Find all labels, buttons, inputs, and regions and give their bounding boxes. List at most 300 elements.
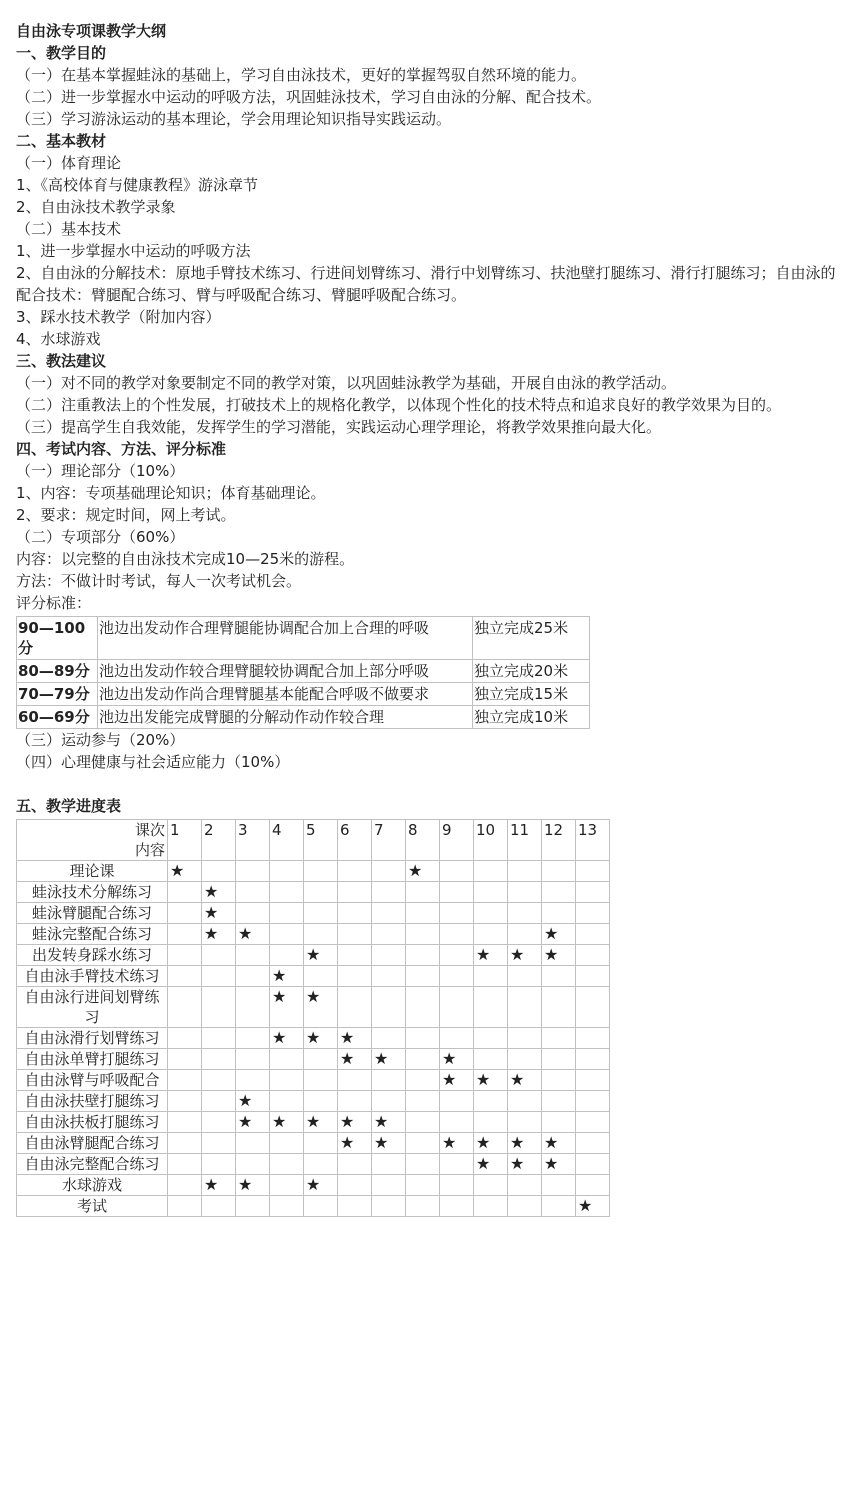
section2-heading: 二、基本教材 [16,132,107,150]
schedule-content-name: 蛙泳技术分解练习 [17,882,168,903]
schedule-cell [202,987,236,1028]
schedule-cell [168,1049,202,1070]
schedule-cell [508,1175,542,1196]
lesson-number: 2 [202,820,236,861]
schedule-cell [508,1070,542,1091]
schedule-row [17,882,610,903]
schedule-cell [168,924,202,945]
schedule-content-name: 自由泳扶板打腿练习 [17,1112,168,1133]
schedule-cell [338,1049,372,1070]
star-icon: ★ [510,1133,525,1152]
schedule-cell [474,1070,508,1091]
theory-part: （一）理论部分（10%） [16,462,185,480]
schedule-cell [440,861,474,882]
schedule-cell [168,945,202,966]
section1-item: （三）学习游泳运动的基本理论，学会用理论知识指导实践运动。 [16,110,452,128]
grading-score: 60—69分 [17,706,98,729]
schedule-cell [202,861,236,882]
schedule-cell [576,966,610,987]
schedule-row [17,1091,610,1112]
schedule-header-row [17,820,610,861]
schedule-cell [338,987,372,1028]
schedule-cell [440,903,474,924]
schedule-cell [168,1112,202,1133]
schedule-cell [236,987,270,1028]
star-icon: ★ [204,1175,219,1194]
schedule-row [17,1175,610,1196]
schedule-cell [474,903,508,924]
schedule-cell [440,1070,474,1091]
schedule-cell [338,1091,372,1112]
schedule-cell [270,861,304,882]
schedule-cell [270,1049,304,1070]
schedule-cell [202,882,236,903]
schedule-row [17,1070,610,1091]
schedule-cell [270,945,304,966]
schedule-cell [508,1154,542,1175]
schedule-cell [372,924,406,945]
grading-row [17,706,590,729]
schedule-cell [406,1049,440,1070]
schedule-cell [542,1070,576,1091]
schedule-corner-header [17,820,168,861]
schedule-cell [372,1175,406,1196]
schedule-cell [542,1112,576,1133]
schedule-cell [304,1091,338,1112]
schedule-cell [338,924,372,945]
schedule-cell [202,1196,236,1217]
schedule-cell [304,966,338,987]
schedule-cell [440,1133,474,1154]
schedule-cell [576,1028,610,1049]
schedule-cell [508,1112,542,1133]
schedule-cell [372,1112,406,1133]
schedule-cell [304,882,338,903]
schedule-cell [508,882,542,903]
section2-sub1-item: 2、自由泳技术教学录象 [16,198,176,216]
schedule-content-name: 自由泳臂与呼吸配合 [17,1070,168,1091]
schedule-cell [474,1028,508,1049]
schedule-cell [440,1028,474,1049]
schedule-cell [372,1028,406,1049]
schedule-cell [338,1175,372,1196]
participation-part: （三）运动参与（20%） [16,731,185,749]
schedule-cell [406,1091,440,1112]
schedule-cell [508,903,542,924]
schedule-cell [542,1175,576,1196]
section3-item: （三）提高学生自我效能，发挥学生的学习潜能，实践运动心理学理论，将教学效果推向最大化。 [16,418,662,436]
star-icon: ★ [340,1028,355,1047]
schedule-cell [168,882,202,903]
schedule-cell [338,966,372,987]
schedule-cell [202,1070,236,1091]
schedule-cell [406,924,440,945]
schedule-cell [236,903,270,924]
schedule-cell [474,1112,508,1133]
schedule-cell [236,1049,270,1070]
schedule-cell [236,945,270,966]
star-icon: ★ [204,882,219,901]
schedule-row [17,1196,610,1217]
theory-item: 2、要求：规定时间，网上考试。 [16,506,236,524]
star-icon: ★ [374,1133,389,1152]
schedule-content-name: 蛙泳臂腿配合练习 [17,903,168,924]
schedule-cell [372,966,406,987]
star-icon: ★ [170,861,185,880]
grading-row [17,683,590,706]
schedule-cell [168,1196,202,1217]
schedule-cell [474,945,508,966]
schedule-cell [474,1091,508,1112]
schedule-cell [270,1028,304,1049]
special-item: 内容：以完整的自由泳技术完成10—25米的游程。 [16,550,355,568]
schedule-cell [168,861,202,882]
schedule-cell [270,1133,304,1154]
lesson-header-label: 课次 [134,821,165,839]
schedule-cell [270,966,304,987]
schedule-row [17,1133,610,1154]
schedule-content-name: 水球游戏 [17,1175,168,1196]
schedule-cell [372,861,406,882]
star-icon: ★ [272,987,287,1006]
star-icon: ★ [340,1133,355,1152]
special-part: （二）专项部分（60%） [16,528,185,546]
schedule-cell [372,1049,406,1070]
schedule-row [17,987,610,1028]
schedule-cell [576,1049,610,1070]
schedule-content-name: 出发转身踩水练习 [17,945,168,966]
schedule-cell [236,1070,270,1091]
star-icon: ★ [442,1049,457,1068]
schedule-cell [474,1049,508,1070]
schedule-cell [304,1196,338,1217]
schedule-cell [304,1070,338,1091]
schedule-cell [304,987,338,1028]
schedule-cell [576,1196,610,1217]
schedule-cell [406,945,440,966]
star-icon: ★ [340,1112,355,1131]
schedule-cell [372,903,406,924]
schedule-cell [406,1112,440,1133]
grading-description: 池边出发动作合理臂腿能协调配合加上合理的呼吸 [98,617,473,660]
schedule-cell [508,945,542,966]
schedule-cell [270,1154,304,1175]
schedule-cell [440,924,474,945]
schedule-cell [202,1049,236,1070]
schedule-cell [270,987,304,1028]
grading-description: 池边出发能完成臂腿的分解动作动作较合理 [98,706,473,729]
star-icon: ★ [306,945,321,964]
star-icon: ★ [476,1133,491,1152]
schedule-cell [270,1070,304,1091]
schedule-cell [406,861,440,882]
schedule-content-name: 自由泳手臂技术练习 [17,966,168,987]
lesson-number: 8 [406,820,440,861]
syllabus-document [16,20,840,1217]
schedule-cell [236,924,270,945]
lesson-number: 5 [304,820,338,861]
star-icon: ★ [544,1154,559,1173]
schedule-cell [202,1175,236,1196]
star-icon: ★ [272,1028,287,1047]
theory-item: 1、内容：专项基础理论知识；体育基础理论。 [16,484,326,502]
schedule-cell [508,1049,542,1070]
star-icon: ★ [408,861,423,880]
schedule-cell [236,1112,270,1133]
schedule-cell [338,945,372,966]
star-icon: ★ [510,945,525,964]
schedule-cell [236,1175,270,1196]
schedule-cell [406,1196,440,1217]
schedule-cell [304,1154,338,1175]
schedule-content-name: 自由泳行进间划臂练习 [17,987,168,1028]
schedule-content-name: 自由泳单臂打腿练习 [17,1049,168,1070]
schedule-cell [542,1091,576,1112]
schedule-cell [270,924,304,945]
section2-sub2-item: 2、自由泳的分解技术：原地手臂技术练习、行进间划臂练习、滑行中划臂练习、扶池壁打腿练习、滑行打腿练习；自由泳的配合技术：臂腿配合练习、臂与呼吸配合练习、臂腿呼吸配合练习。 [16,264,836,304]
schedule-cell [202,924,236,945]
schedule-cell [202,1028,236,1049]
schedule-content-name: 考试 [17,1196,168,1217]
section2-sub2-item: 3、踩水技术教学（附加内容） [16,308,221,326]
schedule-cell [372,1154,406,1175]
schedule-cell [508,924,542,945]
schedule-cell [440,1196,474,1217]
schedule-cell [236,861,270,882]
schedule-cell [508,1091,542,1112]
schedule-cell [406,1154,440,1175]
schedule-cell [474,1196,508,1217]
schedule-cell [236,1196,270,1217]
star-icon: ★ [340,1049,355,1068]
schedule-cell [440,945,474,966]
schedule-cell [542,987,576,1028]
schedule-cell [508,861,542,882]
grading-table [16,616,590,729]
schedule-cell [542,1028,576,1049]
schedule-cell [270,1091,304,1112]
schedule-cell [576,1175,610,1196]
lesson-number: 11 [508,820,542,861]
schedule-cell [474,987,508,1028]
star-icon: ★ [204,903,219,922]
schedule-cell [202,903,236,924]
section3-item: （一）对不同的教学对象要制定不同的教学对策，以巩固蛙泳教学为基础，开展自由泳的教学活动。 [16,374,677,392]
schedule-cell [236,1028,270,1049]
schedule-cell [406,903,440,924]
schedule-cell [372,1091,406,1112]
star-icon: ★ [442,1133,457,1152]
star-icon: ★ [510,1070,525,1089]
schedule-cell [372,1196,406,1217]
grading-score: 80—89分 [17,660,98,683]
schedule-cell [236,966,270,987]
schedule-cell [372,882,406,903]
schedule-cell [406,1175,440,1196]
star-icon: ★ [578,1196,593,1215]
lesson-number: 13 [576,820,610,861]
schedule-cell [542,924,576,945]
schedule-cell [202,1112,236,1133]
schedule-cell [304,861,338,882]
section2-sub1: （一）体育理论 [16,154,122,172]
schedule-cell [576,882,610,903]
schedule-cell [304,1133,338,1154]
schedule-cell [508,987,542,1028]
schedule-cell [474,924,508,945]
schedule-cell [508,1028,542,1049]
schedule-cell [372,1133,406,1154]
schedule-cell [542,1133,576,1154]
schedule-cell [440,1154,474,1175]
document-title: 自由泳专项课教学大纲 [16,22,167,40]
star-icon: ★ [306,987,321,1006]
schedule-cell [576,987,610,1028]
grading-score: 70—79分 [17,683,98,706]
schedule-cell [440,1091,474,1112]
schedule-cell [338,882,372,903]
schedule-content-name: 蛙泳完整配合练习 [17,924,168,945]
schedule-cell [474,1175,508,1196]
schedule-cell [304,903,338,924]
schedule-cell [542,903,576,924]
lesson-number: 3 [236,820,270,861]
schedule-cell [474,861,508,882]
grading-result: 独立完成15米 [473,683,590,706]
schedule-cell [168,1175,202,1196]
schedule-cell [406,1070,440,1091]
star-icon: ★ [272,1112,287,1131]
schedule-cell [440,987,474,1028]
section1-item: （一）在基本掌握蛙泳的基础上，学习自由泳技术，更好的掌握驾驭自然环境的能力。 [16,66,587,84]
schedule-cell [440,1175,474,1196]
schedule-row [17,903,610,924]
schedule-row [17,1028,610,1049]
schedule-cell [508,1196,542,1217]
schedule-cell [168,1091,202,1112]
grading-score: 90—100分 [17,617,98,660]
schedule-cell [270,1196,304,1217]
schedule-cell [338,1133,372,1154]
lesson-number: 12 [542,820,576,861]
star-icon: ★ [476,945,491,964]
schedule-cell [576,903,610,924]
schedule-cell [304,924,338,945]
schedule-cell [440,882,474,903]
schedule-cell [202,1133,236,1154]
schedule-cell [270,903,304,924]
schedule-cell [168,987,202,1028]
lesson-number: 7 [372,820,406,861]
schedule-cell [508,966,542,987]
lesson-number: 1 [168,820,202,861]
grading-result: 独立完成10米 [473,706,590,729]
schedule-row [17,924,610,945]
schedule-cell [372,987,406,1028]
schedule-cell [542,945,576,966]
schedule-cell [372,1070,406,1091]
star-icon: ★ [306,1028,321,1047]
schedule-cell [474,882,508,903]
grading-description: 池边出发动作尚合理臂腿基本能配合呼吸不做要求 [98,683,473,706]
schedule-cell [236,1133,270,1154]
lesson-number: 9 [440,820,474,861]
special-item: 方法：不做计时考试，每人一次考试机会。 [16,572,302,590]
schedule-cell [270,882,304,903]
schedule-cell [338,1154,372,1175]
schedule-cell [406,966,440,987]
schedule-cell [304,1112,338,1133]
schedule-cell [236,1091,270,1112]
star-icon: ★ [238,1175,253,1194]
schedule-cell [236,882,270,903]
schedule-cell [406,987,440,1028]
section4-heading: 四、考试内容、方法、评分标准 [16,440,227,458]
schedule-row [17,1049,610,1070]
schedule-cell [338,1028,372,1049]
schedule-cell [168,966,202,987]
schedule-cell [576,945,610,966]
schedule-row [17,1154,610,1175]
schedule-cell [236,1154,270,1175]
schedule-cell [372,945,406,966]
schedule-cell [542,966,576,987]
star-icon: ★ [544,924,559,943]
mental-health-part: （四）心理健康与社会适应能力（10%） [16,753,290,771]
section3-item: （二）注重教法上的个性发展，打破技术上的规格化教学，以体现个性化的技术特点和追求良好的教学效果为目的。 [16,396,782,414]
schedule-cell [474,1133,508,1154]
schedule-table [16,819,610,1217]
schedule-cell [202,966,236,987]
section1-heading: 一、教学目的 [16,44,107,62]
lesson-number: 6 [338,820,372,861]
schedule-cell [440,966,474,987]
schedule-cell [338,1070,372,1091]
schedule-cell [168,1028,202,1049]
special-item: 评分标准： [16,594,92,612]
schedule-cell [576,924,610,945]
schedule-cell [474,966,508,987]
section1-item: （二）进一步掌握水中运动的呼吸方法，巩固蛙泳技术，学习自由泳的分解、配合技术。 [16,88,602,106]
grading-row [17,617,590,660]
schedule-cell [542,861,576,882]
star-icon: ★ [476,1154,491,1173]
content-header-label: 内容 [134,841,165,859]
lesson-number: 10 [474,820,508,861]
schedule-content-name: 自由泳滑行划臂练习 [17,1028,168,1049]
schedule-cell [168,903,202,924]
schedule-cell [406,1133,440,1154]
schedule-cell [440,1049,474,1070]
star-icon: ★ [510,1154,525,1173]
grading-result: 独立完成20米 [473,660,590,683]
star-icon: ★ [238,924,253,943]
section2-sub1-item: 1、《高校体育与健康教程》游泳章节 [16,176,259,194]
schedule-cell [508,1133,542,1154]
schedule-cell [270,1175,304,1196]
schedule-cell [304,1049,338,1070]
schedule-cell [542,1196,576,1217]
schedule-cell [576,1091,610,1112]
schedule-cell [542,1049,576,1070]
schedule-row [17,945,610,966]
schedule-cell [576,1070,610,1091]
schedule-cell [338,861,372,882]
star-icon: ★ [544,1133,559,1152]
section3-heading: 三、教法建议 [16,352,107,370]
star-icon: ★ [476,1070,491,1089]
star-icon: ★ [374,1049,389,1068]
